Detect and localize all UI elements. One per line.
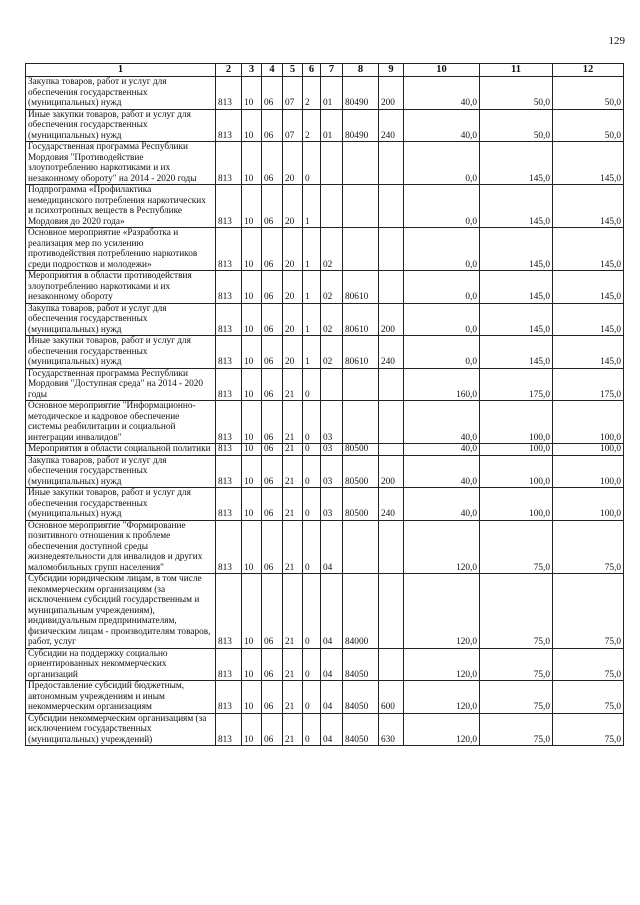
cell-program: 07 [283, 77, 303, 110]
cell-pr: 06 [262, 648, 283, 681]
cell-program: 21 [283, 713, 303, 746]
cell-rz: 10 [242, 109, 262, 142]
cell-direction: 84050 [343, 713, 379, 746]
cell-direction: 80500 [343, 455, 379, 488]
cell-subprogram: 0 [303, 574, 321, 649]
cell-gr: 813 [216, 681, 242, 714]
cell-expense-type: 240 [379, 109, 404, 142]
cell-gr: 813 [216, 142, 242, 185]
column-header: 1 [26, 64, 216, 77]
cell-rz: 10 [242, 444, 262, 456]
cell-activity [321, 185, 343, 228]
cell-program: 20 [283, 303, 303, 336]
cell-activity: 02 [321, 303, 343, 336]
cell-subprogram: 0 [303, 401, 321, 444]
header-row [26, 64, 624, 77]
cell-program: 21 [283, 648, 303, 681]
cell-pr: 06 [262, 142, 283, 185]
cell-subprogram: 0 [303, 713, 321, 746]
cell-rz: 10 [242, 303, 262, 336]
cell-subprogram: 1 [303, 228, 321, 271]
row-name: Предоставление субсидий бюджетным, автономным учреждениям и иным некоммерческим организациям [26, 681, 216, 714]
table-row [26, 520, 624, 574]
row-name: Субсидии некоммерческим организациям (за исключением государственных (муниципальных) учреждений) [26, 713, 216, 746]
cell-subprogram: 0 [303, 681, 321, 714]
cell-direction: 80500 [343, 444, 379, 456]
cell-amount-col10: 120,0 [404, 681, 480, 714]
row-name: Иные закупки товаров, работ и услуг для обеспечения государственных (муниципальных) нужд [26, 336, 216, 369]
cell-amount-col11: 75,0 [480, 520, 553, 574]
cell-pr: 06 [262, 713, 283, 746]
cell-gr: 813 [216, 303, 242, 336]
cell-direction [343, 228, 379, 271]
cell-program: 20 [283, 271, 303, 304]
cell-activity: 04 [321, 520, 343, 574]
cell-rz: 10 [242, 228, 262, 271]
cell-expense-type [379, 520, 404, 574]
cell-amount-col11: 100,0 [480, 455, 553, 488]
cell-pr: 06 [262, 185, 283, 228]
column-header: 10 [404, 64, 480, 77]
cell-expense-type [379, 185, 404, 228]
cell-rz: 10 [242, 455, 262, 488]
row-name: Закупка товаров, работ и услуг для обеспечения государственных (муниципальных) нужд [26, 455, 216, 488]
table-row [26, 271, 624, 304]
cell-amount-col12: 75,0 [553, 574, 624, 649]
table-row [26, 228, 624, 271]
row-name: Основное мероприятие «Разработка и реализация мер по усилению противодействия потреблению наркотиков среди подростков и молодежи» [26, 228, 216, 271]
cell-gr: 813 [216, 648, 242, 681]
row-name: Государственная программа Республики Мордовия "Доступная среда" на 2014 - 2020 годы [26, 368, 216, 401]
cell-expense-type: 200 [379, 303, 404, 336]
cell-amount-col11: 50,0 [480, 77, 553, 110]
cell-activity: 04 [321, 574, 343, 649]
cell-gr: 813 [216, 455, 242, 488]
cell-direction [343, 401, 379, 444]
cell-direction [343, 520, 379, 574]
cell-amount-col10: 0,0 [404, 303, 480, 336]
cell-amount-col10: 40,0 [404, 444, 480, 456]
cell-amount-col12: 175,0 [553, 368, 624, 401]
cell-amount-col11: 75,0 [480, 648, 553, 681]
column-header: 3 [242, 64, 262, 77]
table-row [26, 713, 624, 746]
cell-pr: 06 [262, 488, 283, 521]
cell-amount-col12: 100,0 [553, 455, 624, 488]
cell-amount-col11: 100,0 [480, 488, 553, 521]
cell-amount-col11: 145,0 [480, 336, 553, 369]
cell-amount-col10: 120,0 [404, 713, 480, 746]
cell-amount-col10: 160,0 [404, 368, 480, 401]
cell-amount-col12: 75,0 [553, 681, 624, 714]
cell-subprogram: 1 [303, 303, 321, 336]
cell-expense-type [379, 271, 404, 304]
budget-table [25, 63, 624, 746]
cell-gr: 813 [216, 520, 242, 574]
cell-pr: 06 [262, 574, 283, 649]
cell-expense-type [379, 368, 404, 401]
column-header: 4 [262, 64, 283, 77]
cell-amount-col10: 0,0 [404, 185, 480, 228]
cell-rz: 10 [242, 368, 262, 401]
row-name: Мероприятия в области социальной политики [26, 444, 216, 456]
cell-expense-type: 240 [379, 488, 404, 521]
cell-activity: 02 [321, 336, 343, 369]
column-header: 12 [553, 64, 624, 77]
cell-gr: 813 [216, 271, 242, 304]
cell-rz: 10 [242, 336, 262, 369]
cell-amount-col11: 100,0 [480, 401, 553, 444]
cell-expense-type [379, 574, 404, 649]
cell-subprogram: 0 [303, 444, 321, 456]
cell-subprogram: 2 [303, 109, 321, 142]
cell-pr: 06 [262, 336, 283, 369]
column-header: 11 [480, 64, 553, 77]
cell-direction [343, 185, 379, 228]
cell-rz: 10 [242, 681, 262, 714]
cell-program: 21 [283, 455, 303, 488]
cell-activity: 01 [321, 77, 343, 110]
cell-subprogram: 0 [303, 455, 321, 488]
cell-subprogram: 0 [303, 520, 321, 574]
cell-pr: 06 [262, 401, 283, 444]
cell-amount-col11: 145,0 [480, 271, 553, 304]
cell-activity: 03 [321, 444, 343, 456]
cell-expense-type: 630 [379, 713, 404, 746]
cell-direction: 80490 [343, 77, 379, 110]
cell-rz: 10 [242, 648, 262, 681]
cell-amount-col11: 145,0 [480, 303, 553, 336]
cell-program: 20 [283, 228, 303, 271]
cell-direction: 80490 [343, 109, 379, 142]
cell-pr: 06 [262, 228, 283, 271]
cell-rz: 10 [242, 713, 262, 746]
cell-subprogram: 0 [303, 368, 321, 401]
table-row [26, 488, 624, 521]
cell-rz: 10 [242, 185, 262, 228]
cell-expense-type: 200 [379, 455, 404, 488]
cell-amount-col10: 40,0 [404, 455, 480, 488]
column-header: 5 [283, 64, 303, 77]
row-name: Государственная программа Республики Мордовия "Противодействие злоупотреблению наркотиками и их незаконному обороту" на 2014 - 2020 годы [26, 142, 216, 185]
cell-subprogram: 1 [303, 336, 321, 369]
cell-amount-col12: 145,0 [553, 303, 624, 336]
table-row [26, 455, 624, 488]
table-row [26, 185, 624, 228]
cell-pr: 06 [262, 303, 283, 336]
cell-amount-col11: 175,0 [480, 368, 553, 401]
cell-gr: 813 [216, 228, 242, 271]
cell-pr: 06 [262, 520, 283, 574]
cell-pr: 06 [262, 368, 283, 401]
cell-pr: 06 [262, 77, 283, 110]
cell-amount-col10: 40,0 [404, 401, 480, 444]
cell-activity: 02 [321, 228, 343, 271]
column-header: 7 [321, 64, 343, 77]
cell-amount-col12: 145,0 [553, 271, 624, 304]
table-row [26, 303, 624, 336]
column-header: 8 [343, 64, 379, 77]
column-header: 6 [303, 64, 321, 77]
cell-activity: 03 [321, 488, 343, 521]
cell-expense-type [379, 228, 404, 271]
row-name: Подпрограмма «Профилактика немедицинского потребления наркотических и психотропных веществ в Республике Мордовия до 2020 года» [26, 185, 216, 228]
cell-gr: 813 [216, 185, 242, 228]
cell-gr: 813 [216, 574, 242, 649]
row-name: Иные закупки товаров, работ и услуг для обеспечения государственных (муниципальных) нужд [26, 488, 216, 521]
cell-amount-col10: 0,0 [404, 271, 480, 304]
cell-program: 20 [283, 185, 303, 228]
cell-subprogram: 0 [303, 488, 321, 521]
cell-activity: 04 [321, 681, 343, 714]
cell-amount-col11: 100,0 [480, 444, 553, 456]
cell-amount-col10: 40,0 [404, 77, 480, 110]
cell-program: 21 [283, 444, 303, 456]
cell-program: 21 [283, 401, 303, 444]
cell-rz: 10 [242, 401, 262, 444]
cell-pr: 06 [262, 271, 283, 304]
cell-amount-col12: 50,0 [553, 109, 624, 142]
cell-expense-type: 200 [379, 77, 404, 110]
cell-program: 20 [283, 142, 303, 185]
cell-amount-col11: 145,0 [480, 228, 553, 271]
cell-pr: 06 [262, 455, 283, 488]
cell-direction: 84050 [343, 681, 379, 714]
cell-amount-col12: 75,0 [553, 713, 624, 746]
table-row [26, 574, 624, 649]
cell-expense-type [379, 401, 404, 444]
cell-expense-type [379, 648, 404, 681]
cell-gr: 813 [216, 713, 242, 746]
cell-activity: 03 [321, 401, 343, 444]
cell-subprogram: 0 [303, 142, 321, 185]
cell-direction: 84000 [343, 574, 379, 649]
cell-gr: 813 [216, 444, 242, 456]
cell-expense-type [379, 444, 404, 456]
cell-amount-col12: 50,0 [553, 77, 624, 110]
cell-gr: 813 [216, 336, 242, 369]
cell-direction: 80610 [343, 271, 379, 304]
cell-pr: 06 [262, 109, 283, 142]
table-row [26, 142, 624, 185]
cell-program: 21 [283, 368, 303, 401]
cell-activity: 02 [321, 271, 343, 304]
cell-gr: 813 [216, 401, 242, 444]
cell-pr: 06 [262, 681, 283, 714]
cell-direction [343, 368, 379, 401]
cell-amount-col10: 120,0 [404, 574, 480, 649]
cell-direction: 80610 [343, 336, 379, 369]
cell-amount-col10: 0,0 [404, 142, 480, 185]
cell-expense-type [379, 142, 404, 185]
cell-expense-type: 240 [379, 336, 404, 369]
row-name: Закупка товаров, работ и услуг для обеспечения государственных (муниципальных) нужд [26, 303, 216, 336]
cell-direction: 80610 [343, 303, 379, 336]
cell-rz: 10 [242, 488, 262, 521]
cell-gr: 813 [216, 488, 242, 521]
table-row [26, 444, 624, 456]
cell-rz: 10 [242, 271, 262, 304]
cell-activity: 01 [321, 109, 343, 142]
cell-rz: 10 [242, 77, 262, 110]
cell-amount-col11: 145,0 [480, 185, 553, 228]
cell-program: 21 [283, 681, 303, 714]
cell-subprogram: 1 [303, 185, 321, 228]
cell-amount-col11: 50,0 [480, 109, 553, 142]
cell-activity: 04 [321, 713, 343, 746]
cell-pr: 06 [262, 444, 283, 456]
page-number: 129 [608, 35, 625, 47]
cell-program: 07 [283, 109, 303, 142]
table-row [26, 681, 624, 714]
cell-program: 20 [283, 336, 303, 369]
cell-program: 21 [283, 488, 303, 521]
table-row [26, 368, 624, 401]
row-name: Основное мероприятие "Информационно-методическое и кадровое обеспечение системы реабилитации и социальной интеграции инвалидов" [26, 401, 216, 444]
cell-subprogram: 2 [303, 77, 321, 110]
cell-amount-col12: 145,0 [553, 142, 624, 185]
cell-activity [321, 142, 343, 185]
cell-amount-col12: 145,0 [553, 336, 624, 369]
cell-amount-col10: 120,0 [404, 648, 480, 681]
cell-activity: 04 [321, 648, 343, 681]
column-header: 9 [379, 64, 404, 77]
cell-amount-col12: 100,0 [553, 401, 624, 444]
column-header: 2 [216, 64, 242, 77]
cell-amount-col11: 75,0 [480, 681, 553, 714]
cell-amount-col11: 75,0 [480, 713, 553, 746]
cell-rz: 10 [242, 142, 262, 185]
row-name: Мероприятия в области противодействия злоупотреблению наркотиками и их незаконному обороту [26, 271, 216, 304]
cell-rz: 10 [242, 520, 262, 574]
cell-amount-col12: 100,0 [553, 488, 624, 521]
row-name: Основное мероприятие "Формирование позитивного отношения к проблеме обеспечения доступной среды жизнедеятельности для инвалидов и других маломобильных групп населения" [26, 520, 216, 574]
cell-amount-col11: 145,0 [480, 142, 553, 185]
cell-amount-col12: 100,0 [553, 444, 624, 456]
table-row [26, 648, 624, 681]
cell-amount-col10: 120,0 [404, 520, 480, 574]
table-row [26, 401, 624, 444]
cell-amount-col12: 75,0 [553, 648, 624, 681]
cell-amount-col10: 40,0 [404, 109, 480, 142]
table-row [26, 336, 624, 369]
cell-amount-col11: 75,0 [480, 574, 553, 649]
table-row [26, 77, 624, 110]
cell-gr: 813 [216, 109, 242, 142]
cell-amount-col10: 40,0 [404, 488, 480, 521]
cell-expense-type: 600 [379, 681, 404, 714]
row-name: Субсидии юридическим лицам, в том числе некоммерческим организациям (за исключением субсидий государственным и муниципальным учреждениям), индивидуальным предпринимателям, физическим лицам - производителям товаров, работ, услуг [26, 574, 216, 649]
row-name: Субсидии на поддержку социально ориентированных некоммерческих организаций [26, 648, 216, 681]
cell-program: 21 [283, 574, 303, 649]
cell-amount-col12: 145,0 [553, 228, 624, 271]
cell-rz: 10 [242, 574, 262, 649]
cell-program: 21 [283, 520, 303, 574]
cell-direction: 80500 [343, 488, 379, 521]
cell-gr: 813 [216, 77, 242, 110]
cell-activity: 03 [321, 455, 343, 488]
cell-direction: 84050 [343, 648, 379, 681]
row-name: Закупка товаров, работ и услуг для обеспечения государственных (муниципальных) нужд [26, 77, 216, 110]
cell-direction [343, 142, 379, 185]
cell-amount-col12: 145,0 [553, 185, 624, 228]
cell-subprogram: 1 [303, 271, 321, 304]
cell-activity [321, 368, 343, 401]
cell-amount-col12: 75,0 [553, 520, 624, 574]
row-name: Иные закупки товаров, работ и услуг для обеспечения государственных (муниципальных) нужд [26, 109, 216, 142]
cell-amount-col10: 0,0 [404, 336, 480, 369]
cell-subprogram: 0 [303, 648, 321, 681]
cell-gr: 813 [216, 368, 242, 401]
cell-amount-col10: 0,0 [404, 228, 480, 271]
table-row [26, 109, 624, 142]
